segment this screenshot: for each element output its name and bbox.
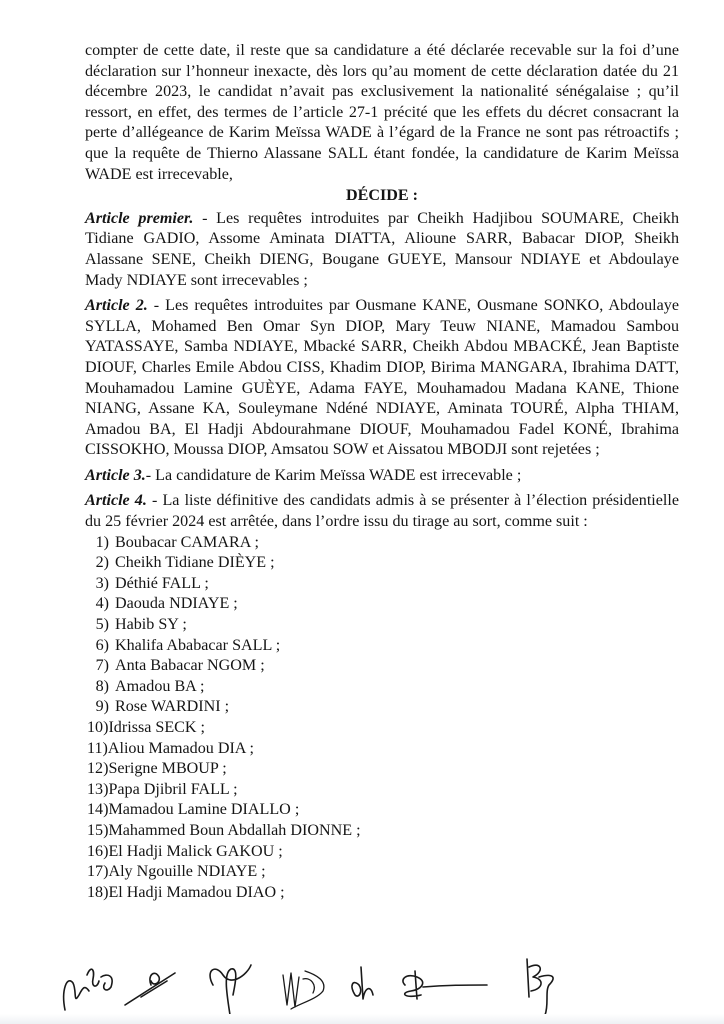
- candidate-name: Mahammed Boun Abdallah DIONNE ;: [108, 821, 361, 839]
- candidate-name: Papa Djibril FALL ;: [108, 780, 238, 798]
- list-number: 12): [87, 760, 109, 778]
- list-number: 10): [87, 719, 109, 736]
- candidate-list-item: [85, 636, 679, 657]
- candidate-list-item: [85, 553, 679, 574]
- article-2: [85, 296, 679, 461]
- candidate-name: Khalifa Ababacar SALL ;: [115, 636, 281, 654]
- article-title: Article 2.: [85, 297, 148, 315]
- list-number: 4): [95, 595, 109, 613]
- candidate-list-item: [85, 697, 679, 718]
- candidate-name: Rose WARDINI ;: [115, 698, 230, 716]
- list-number: 16): [87, 842, 109, 860]
- candidate-list-item: [85, 656, 679, 677]
- candidate-name: El Hadji Malick GAKOU ;: [108, 842, 283, 860]
- article-text: - La liste définitive des candidats admis à se présenter à l’élection présidentielle du 25 février 2024 est arrêtée, dans l’ordre issu du tirage au sort, comme suit :: [85, 492, 679, 531]
- article-title: Article 4.: [85, 492, 147, 510]
- candidate-list-item: [85, 739, 679, 760]
- candidate-name: Aly Ngouille NDIAYE ;: [108, 863, 266, 881]
- candidate-name: Serigne MBOUP ;: [108, 760, 227, 778]
- candidate-name: Aliou Mamadou DIA ;: [107, 739, 255, 757]
- article-text: - Les requêtes introduites par Ousmane KANE, Ousmane SONKO, Abdoulaye SYLLA, Mohamed Ben Omar Syn DIOP, Mary Teuw NIANE, Mamadou Sambou YATASSAYE, Samba NDIAYE, Mbacké SARR, Cheikh Abdou MBACKÉ, Jean Baptiste DIOUF, Charles Emile Abdou CISS, Khadim DIOP, Birima MANGARA, Ibrahima DATT, Mouhamadou Lamine GUÈYE, Adama FAYE, Mouhamadou Madana KANE, Thione NIANG, Assane KA, Souleymane Ndéné NDIAYE, Aminata TOURÉ, Alpha THIAM, Amadou BA, El Hadji Abdourahmane DIOUF, Mouhamadou Fadel KONÉ, Ibrahima CISSOKHO, Moussa DIOP, Amsatou SOW et Aissatou MBODJI sont rejetées ;: [85, 297, 679, 459]
- signature-3: [210, 965, 251, 1015]
- candidate-name: Boubacar CAMARA ;: [115, 533, 259, 551]
- list-number: 17): [87, 863, 109, 881]
- signature-1: [64, 969, 112, 1010]
- list-number: 11): [87, 739, 108, 757]
- document-page: [85, 41, 679, 903]
- preamble-paragraph: compter de cette date, il reste que sa candidature a été déclarée recevable sur la foi d’une déclaration sur l’honneur inexacte, dès lors qu’au moment de cette déclaration datée du 21 décembre 2023, le candidat n’avait pas exclusivement la nationalité sénégalaise ; qu’il ressort, en effet, des termes de l’article 27-1 précité que les effets du décret consacrant la perte d’allégeance de Karim Meïssa WADE à l’égard de la France ne sont pas rétroactifs ; que la requête de Thierno Alassane SALL étant fondée, la candidature de Karim Meïssa WADE est irrecevable,: [85, 42, 679, 183]
- candidate-list-item: [85, 883, 679, 904]
- article-premier: [85, 209, 679, 291]
- signature-5: [352, 967, 373, 999]
- list-number: 18): [87, 883, 109, 901]
- candidate-name: Mamadou Lamine DIALLO ;: [108, 801, 300, 819]
- candidate-list-item: [85, 780, 679, 801]
- candidate-list: [85, 533, 679, 904]
- candidate-list-item: [85, 759, 679, 780]
- signature-7: [527, 959, 553, 1015]
- list-number: 6): [95, 636, 109, 654]
- candidate-name: Habib SY ;: [115, 616, 187, 634]
- list-number: 2): [95, 554, 109, 572]
- article-title: Article 3.: [85, 466, 146, 484]
- candidate-list-item: [85, 842, 679, 863]
- decide-heading: DÉCIDE :: [346, 187, 418, 205]
- candidate-list-item: [85, 800, 679, 821]
- candidate-name: Idrissa SECK ;: [108, 719, 206, 736]
- candidate-list-item: [85, 594, 679, 615]
- candidate-name: Déthié FALL ;: [115, 574, 209, 592]
- candidate-list-item: [85, 862, 679, 883]
- candidate-name: Anta Babacar NGOM ;: [115, 657, 265, 675]
- signature-4: [283, 971, 324, 1009]
- list-number: 1): [95, 533, 109, 551]
- candidate-name: El Hadji Mamadou DIAO ;: [108, 883, 285, 901]
- candidate-list-item: [85, 821, 679, 842]
- article-4: [85, 491, 679, 532]
- list-number: 5): [95, 616, 109, 634]
- article-text: - Les requêtes introduites par Cheikh Hadjibou SOUMARE, Cheikh Tidiane GADIO, Assome Aminata DIATTA, Alioune SARR, Babacar DIOP, Sheikh Alassane SENE, Cheikh DIENG, Bougane GUEYE, Mansour NDIAYE et Abdoulaye Mady NDIAYE sont irrecevables ;: [85, 209, 679, 289]
- candidate-list-item: [85, 615, 679, 636]
- signature-2: [125, 973, 175, 1005]
- list-number: 9): [95, 698, 109, 716]
- list-number: 8): [95, 677, 109, 695]
- candidate-list-item: [85, 533, 679, 554]
- list-number: 15): [87, 821, 109, 839]
- candidate-list-item: [85, 718, 679, 739]
- scan-edge: [0, 1014, 724, 1024]
- list-number: 7): [95, 657, 109, 675]
- list-number: 3): [95, 574, 109, 592]
- signatures: [55, 955, 615, 1020]
- article-title: Article premier.: [85, 209, 194, 227]
- candidate-name: Daouda NDIAYE ;: [115, 595, 238, 613]
- candidate-list-item: [85, 677, 679, 698]
- candidate-name: Amadou BA ;: [115, 677, 205, 695]
- candidate-list-item: [85, 574, 679, 595]
- article-text: - La candidature de Karim Meïssa WADE est irrecevable ;: [145, 466, 522, 484]
- list-number: 13): [87, 780, 109, 798]
- article-3: [85, 466, 679, 487]
- list-number: 14): [87, 801, 109, 819]
- candidate-name: Cheikh Tidiane DIÈYE ;: [115, 554, 275, 572]
- signature-6: [403, 971, 487, 999]
